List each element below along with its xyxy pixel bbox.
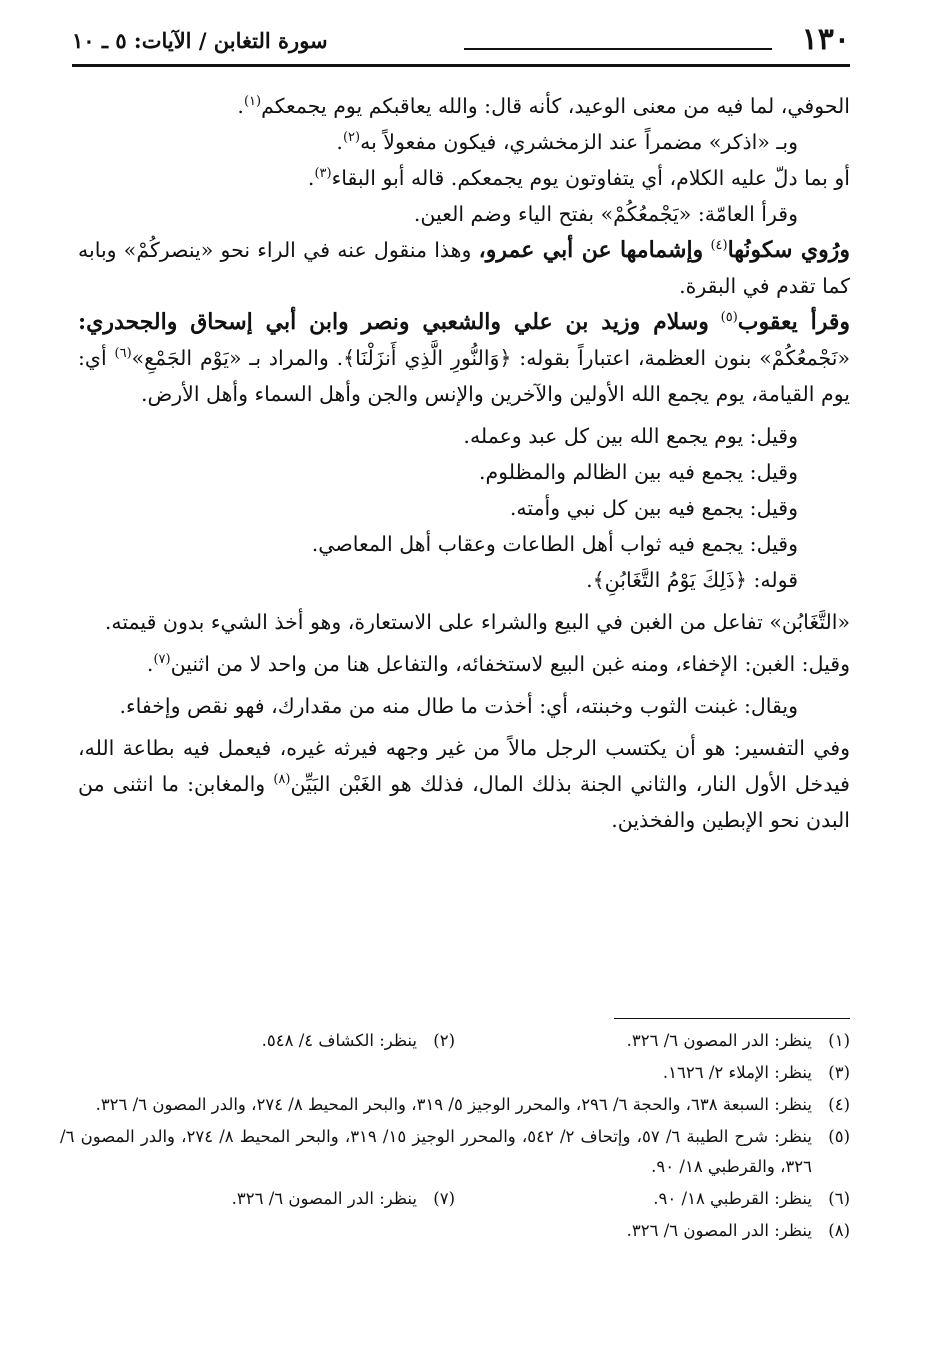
footnote-ref[interactable]: (٨)	[273, 772, 291, 788]
text: أو بما دلّ عليه الكلام، أي يتفاوتون يوم يجمعكم. قاله أبو البقاء	[331, 166, 850, 190]
bold-text: وإشمامها عن أبي عمرو،	[478, 237, 704, 263]
footnote-text: ينظر: السبعة ٦٣٨، والحجة ٦/ ٢٩٦، والمحرر الوجيز ٥/ ٣١٩، والبحر المحيط ٨/ ٢٧٤، والدر المصون ٦/ ٣٢٦.	[95, 1095, 812, 1114]
text: وهذا منقول عنه في الراء نحو «ينصركُمْ» وبابه كما تقدم في البقرة.	[78, 238, 850, 298]
header-rule	[72, 64, 850, 67]
paragraph	[78, 646, 850, 682]
footnote-number: (٤)	[828, 1095, 850, 1114]
footnote-text: ينظر: الدر المصون ٦/ ٣٢٦.	[231, 1189, 417, 1208]
footnotes	[60, 1026, 850, 1248]
footnote-number: (٦)	[828, 1189, 850, 1208]
footnote-row	[60, 1184, 850, 1214]
footnote	[455, 1184, 850, 1214]
page-number: ١٣٠	[801, 22, 850, 57]
paragraph: وقيل: يجمع فيه بين كل نبي وأمته.	[509, 496, 798, 520]
footnote-text: ينظر: شرح الطيبة ٦/ ٥٧، وإتحاف ٢/ ٥٤٢، والمحرر الوجيز ١٥/ ٣١٩، والبحر المحيط ٨/ ٢٧٤، والدر المصون ٦/ ٣٢٦، والقرطبي ١٨/ ٩٠.	[60, 1127, 812, 1176]
header-dash-line	[464, 48, 772, 50]
footnote-text: ينظر: الإملاء ٢/ ١٦٢٦.	[662, 1063, 812, 1082]
footnote-ref[interactable]: (٥)	[720, 310, 738, 326]
paragraph	[78, 232, 850, 304]
footnote	[60, 1122, 850, 1182]
footnote-text: ينظر: الدر المصون ٦/ ٣٢٦.	[626, 1221, 812, 1240]
footnote	[60, 1090, 850, 1120]
paragraph: وقيل: يجمع فيه ثواب أهل الطاعات وعقاب أهل المعاصي.	[311, 532, 798, 556]
paragraph: وقرأ العامّة: «يَجْمعُكُمْ» بفتح الياء وضم العين.	[413, 202, 798, 226]
page-header	[72, 22, 850, 66]
running-title: سورة التغابن / الآيات: ٥ ـ ١٠	[72, 28, 328, 53]
paragraph	[78, 304, 850, 412]
text: وقيل: الغبن: الإخفاء، ومنه غبن البيع لاستخفائه، والتفاعل هنا من واحد لا من اثنين	[170, 652, 850, 676]
footnote-separator	[614, 1018, 850, 1019]
footnote-number: (٣)	[828, 1063, 850, 1082]
text: وبـ «اذكر» مضمراً عند الزمخشري، فيكون مفعولاً به	[360, 130, 798, 154]
footnote	[60, 1184, 455, 1214]
text: .	[237, 94, 244, 118]
text: وفي التفسير: هو أن يكتسب الرجل مالاً من غير وجهه فيرثه غيره، فيعمل فيه بطاعة الله، فيدخل الأول النار، والثاني الجنة بذلك المال، فذلك هو الغَبْن البَيِّن	[78, 736, 850, 796]
paragraph: وقيل: يجمع فيه بين الظالم والمظلوم.	[478, 460, 798, 484]
main-text	[78, 88, 850, 838]
footnote-number: (٧)	[433, 1189, 455, 1208]
footnote	[60, 1216, 850, 1246]
bold-text: وسلام وزيد بن علي والشعبي ونصر وابن أبي إسحاق والجحدري:	[78, 309, 709, 335]
text: .	[146, 652, 154, 676]
footnote	[455, 1026, 850, 1056]
paragraph: «التَّغَابُن» تفاعل من الغبن في البيع والشراء على الاستعارة، وهو أخذ الشيء بدون قيمته.	[104, 610, 850, 634]
paragraph: قوله: ﴿ذَلِكَ يَوْمُ التَّغَابُنِ﴾.	[586, 568, 798, 592]
footnote-ref[interactable]: (٤)	[710, 238, 728, 254]
footnote-ref[interactable]: (٧)	[153, 652, 171, 668]
footnote-ref[interactable]: (٣)	[314, 166, 332, 182]
paragraph: ويقال: غبنت الثوب وخبنته، أي: أخذت ما طال منه من مقدارك، فهو نقص وإخفاء.	[119, 694, 798, 718]
bold-text: ورُوي سكونُها	[727, 237, 850, 263]
footnote-number: (٨)	[828, 1221, 850, 1240]
footnote-ref[interactable]: (٢)	[342, 130, 361, 146]
footnote-text: ينظر: الدر المصون ٦/ ٣٢٦.	[626, 1031, 812, 1050]
footnote-text: ينظر: القرطبي ١٨/ ٩٠.	[653, 1189, 812, 1208]
paragraph	[78, 160, 850, 196]
footnote-ref[interactable]: (٦)	[114, 346, 132, 362]
text: .	[336, 130, 343, 154]
paragraph	[78, 730, 850, 838]
footnote	[60, 1058, 850, 1088]
footnote	[60, 1026, 455, 1056]
text: .	[307, 166, 315, 190]
footnote-text: ينظر: الكشاف ٤/ ٥٤٨.	[261, 1031, 417, 1050]
text: «نَجْمعُكُمْ» بنون العظمة، اعتباراً بقوله: ﴿وَالنُّورِ الَّذِي أَنزَلْنَا﴾. والمراد بـ «يَوْم الجَمْعِ»	[131, 346, 850, 370]
footnote-number: (٥)	[828, 1127, 850, 1146]
text: الحوفي، لما فيه من معنى الوعيد، كأنه قال: والله يعاقبكم يوم يجمعكم	[261, 94, 850, 118]
footnote-number: (١)	[828, 1031, 850, 1050]
footnote-ref[interactable]: (١)	[243, 94, 262, 110]
text: أي: يوم القيامة، يوم يجمع الله الأولين والآخرين والإنس والجن وأهل السماء وأهل الأرض.	[78, 346, 850, 406]
footnote-number: (٢)	[433, 1031, 455, 1050]
paragraph	[78, 88, 850, 124]
bold-text: وقرأ يعقوب	[737, 309, 850, 335]
paragraph	[78, 124, 850, 160]
footnote-row	[60, 1026, 850, 1056]
paragraph: وقيل: يوم يجمع الله بين كل عبد وعمله.	[463, 424, 798, 448]
text: والمغابن: ما انثنى من البدن نحو الإبطين والفخذين.	[78, 772, 850, 832]
